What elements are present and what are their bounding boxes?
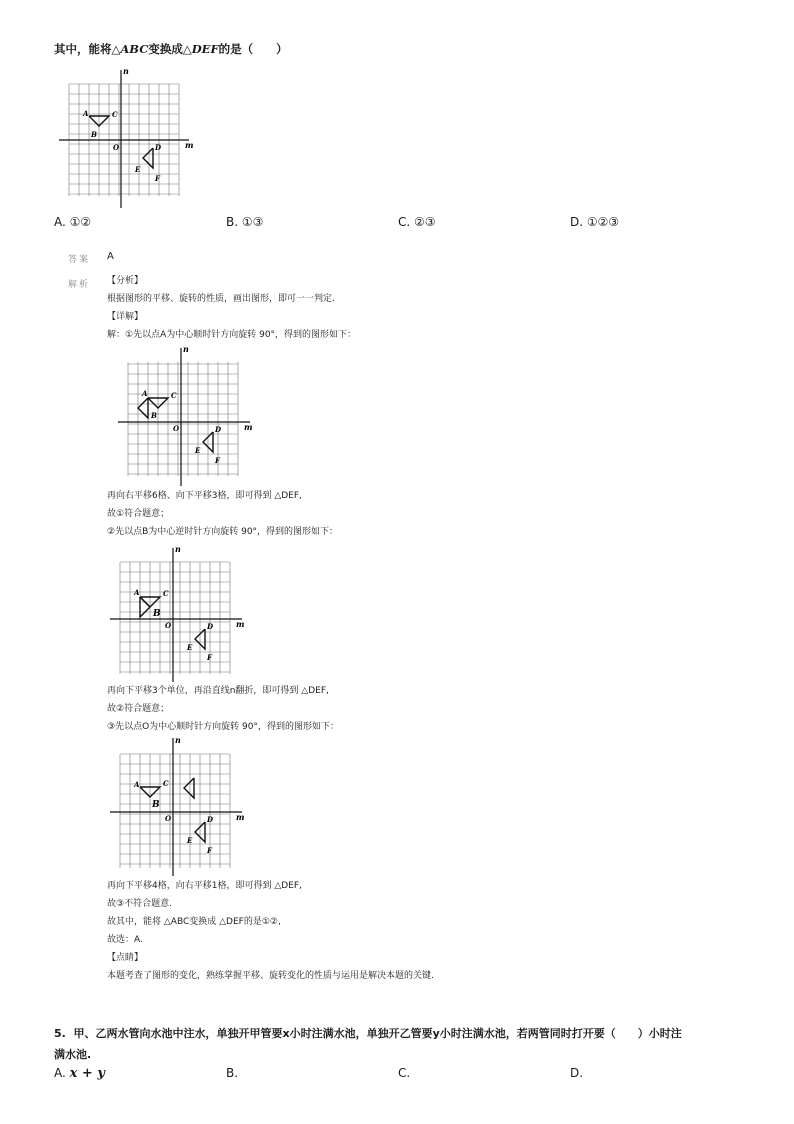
question5-stem-line1: 甲、乙两水管向水池中注水，单独开甲管要x小时注满水池，单独开乙管要y小时注满水池，若两管同时打开要（ ）小时注: [73, 1027, 682, 1040]
option-letter: C.: [398, 215, 411, 229]
analysis-line: 根据图形的平移、旋转的性质，画出图形，即可一一判定.: [107, 294, 335, 304]
analysis-block-4: [107, 880, 434, 983]
question4-option-b[interactable]: [226, 215, 263, 229]
svg-text:m: m: [236, 619, 245, 629]
question-number: 5.: [54, 1027, 66, 1040]
stem-triangle-abc: △ABC: [111, 42, 149, 56]
option-text: x + y: [69, 1066, 105, 1081]
question5-option-d[interactable]: [570, 1066, 583, 1080]
label-d: D: [155, 143, 162, 152]
svg-text:E: E: [187, 836, 193, 845]
figure-grid: [128, 362, 238, 476]
label-o: O: [113, 143, 120, 152]
analysis-line: 【详解】: [107, 312, 144, 322]
question5-option-c[interactable]: [398, 1066, 410, 1080]
analysis-line: 故③不符合题意.: [107, 899, 172, 909]
question4-option-a[interactable]: [54, 215, 91, 229]
solution-figure-3: [110, 734, 250, 879]
triangle-def: [143, 148, 153, 168]
svg-text:E: E: [187, 643, 193, 652]
figure-grid: [120, 754, 230, 868]
analysis-line: 本题考查了图形的变化，熟练掌握平移、旋转变化的性质与运用是解决本题的关键.: [107, 971, 434, 981]
figure-grid: [120, 562, 230, 674]
question5-stem: [54, 1025, 682, 1041]
label-e: E: [135, 165, 141, 174]
option-letter: D.: [570, 1066, 584, 1080]
label-b: B: [91, 130, 97, 139]
question5-option-b[interactable]: [226, 1066, 238, 1080]
label-f: F: [155, 174, 160, 183]
svg-text:A: A: [142, 389, 148, 398]
question4-stem: [54, 41, 288, 57]
analysis-line: 故①符合题意；: [107, 509, 170, 519]
analysis-line: 再向下平移3个单位，再沿直线n翻折，即可得到 △DEF,: [107, 686, 329, 696]
label-m: m: [185, 140, 194, 150]
option-letter: A.: [54, 1066, 66, 1080]
analysis-line: ②先以点B为中心逆时针方向旋转 90°，得到的图形如下：: [107, 527, 339, 537]
analysis-block-1: [107, 275, 356, 342]
option-text: ②③: [414, 215, 436, 229]
option-text: ①③: [241, 215, 264, 229]
svg-text:B: B: [151, 411, 157, 420]
svg-text:E: E: [195, 446, 201, 455]
svg-text:A: A: [134, 588, 140, 597]
option-letter: B.: [226, 1066, 239, 1080]
svg-text:O: O: [165, 621, 172, 630]
label-c: C: [112, 110, 118, 119]
analysis-label: 解析: [68, 280, 91, 290]
option-letter: A.: [54, 215, 66, 229]
analysis-line: 解：①先以点A为中心顺时针方向旋转 90°，得到的图形如下：: [107, 330, 357, 340]
svg-text:O: O: [165, 814, 172, 823]
question4-figure: [55, 62, 200, 212]
analysis-block-3: [107, 685, 339, 734]
analysis-line: 【点睛】: [107, 953, 144, 963]
svg-text:m: m: [244, 422, 253, 432]
svg-text:F: F: [215, 456, 220, 465]
option-text: ①②③: [586, 215, 620, 229]
svg-text:F: F: [207, 653, 212, 662]
svg-text:n: n: [175, 735, 181, 745]
stem-prefix: 其中，能将: [54, 42, 112, 56]
question5-stem-line2: 满水池.: [54, 1048, 92, 1061]
svg-text:m: m: [236, 812, 245, 822]
svg-text:B: B: [153, 609, 161, 619]
option-letter: D.: [570, 215, 584, 229]
option-letter: C.: [398, 1066, 411, 1080]
question4-option-d[interactable]: [570, 215, 619, 229]
answer-value: A: [107, 251, 114, 262]
svg-text:O: O: [173, 424, 180, 433]
analysis-line: 【分析】: [107, 276, 144, 286]
stem-mid: 变换成: [148, 42, 183, 56]
label-a: A: [83, 109, 89, 118]
svg-text:D: D: [215, 425, 222, 434]
question5-option-a[interactable]: [54, 1066, 105, 1081]
answer-label: 答案: [68, 255, 91, 265]
question4-option-c[interactable]: [398, 215, 436, 229]
solution-figure-1: [118, 340, 258, 490]
svg-text:A: A: [134, 780, 140, 789]
analysis-block-2: [107, 490, 338, 539]
svg-text:F: F: [207, 846, 212, 855]
option-text: ①②: [69, 215, 92, 229]
analysis-line: 故其中，能将 △ABC变换成 △DEF的是①②,: [107, 917, 281, 927]
analysis-line: 再向右平移6格、向下平移3格，即可得到 △DEF,: [107, 491, 302, 501]
svg-text:C: C: [163, 779, 169, 788]
analysis-line: 再向下平移4格，向右平移1格，即可得到 △DEF,: [107, 881, 302, 891]
analysis-line: 故选：A.: [107, 935, 143, 945]
svg-text:n: n: [183, 344, 189, 354]
svg-text:D: D: [207, 622, 214, 631]
svg-text:C: C: [171, 391, 177, 400]
option-letter: B.: [226, 215, 239, 229]
svg-text:n: n: [175, 544, 181, 554]
stem-triangle-def: △DEF: [182, 42, 219, 56]
svg-text:C: C: [163, 589, 169, 598]
stem-suffix: 的是（ ）: [218, 42, 288, 56]
label-n: n: [123, 66, 129, 76]
svg-text:B: B: [152, 800, 160, 810]
analysis-line: ③先以点O为中心顺时针方向旋转 90°，得到的图形如下：: [107, 722, 339, 732]
analysis-line: 故②符合题意；: [107, 704, 170, 714]
solution-figure-2: [110, 540, 250, 685]
svg-text:D: D: [207, 815, 214, 824]
